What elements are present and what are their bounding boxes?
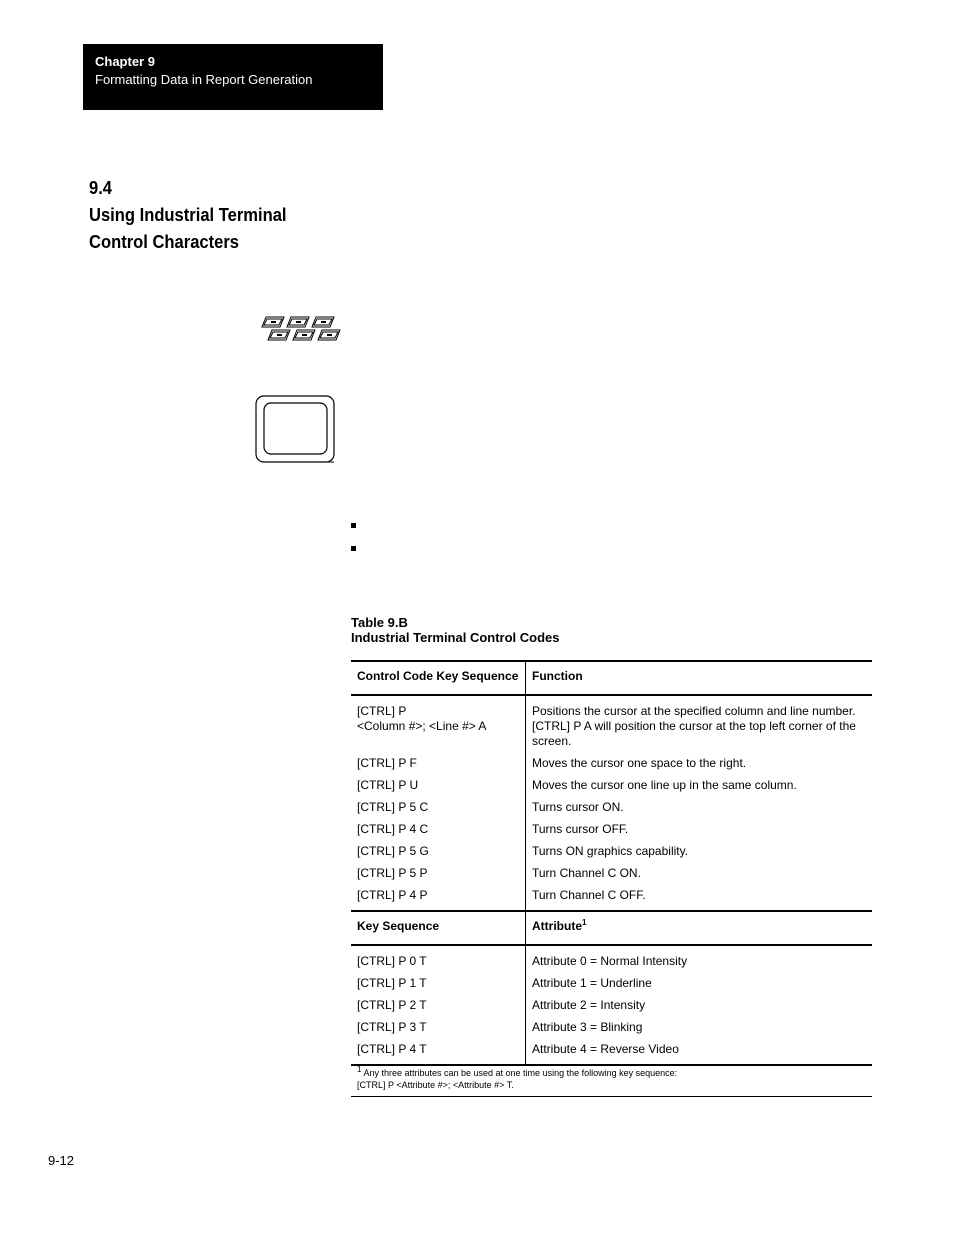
attribute-cell: Attribute 3 = Blinking	[532, 1020, 643, 1034]
monitor-icon	[254, 395, 336, 465]
table-caption	[351, 615, 560, 645]
function-cell: Turn Channel C OFF.	[532, 888, 646, 902]
key-sequence-cell: [CTRL] P 4 T	[351, 1039, 526, 1065]
table-row	[351, 885, 872, 911]
chapter-subtitle: Formatting Data in Report Generation	[95, 72, 313, 87]
table-label: Table 9.B	[351, 615, 408, 630]
page-number: 9-12	[48, 1153, 75, 1168]
key-sequence-cell: [CTRL] P 5 G	[351, 841, 526, 863]
table-row	[351, 753, 872, 775]
key-sequence-cell: [CTRL] P U	[351, 775, 526, 797]
column-header-function: Function	[526, 661, 873, 695]
table-row	[351, 841, 872, 863]
attribute-cell: Attribute 0 = Normal Intensity	[532, 954, 688, 968]
function-cell: Turns cursor ON.	[532, 800, 624, 814]
table-row	[351, 863, 872, 885]
table-row	[351, 819, 872, 841]
key-sequence-cell: [CTRL] P 5 C	[351, 797, 526, 819]
table-row	[351, 797, 872, 819]
table-subheader-row	[351, 911, 872, 945]
key-sequence-cell: [CTRL] P 2 T	[351, 995, 526, 1017]
bullet-icon	[351, 546, 356, 551]
table-title: Industrial Terminal Control Codes	[351, 630, 560, 645]
chapter-header	[83, 44, 383, 110]
table-footnote	[351, 1065, 872, 1097]
key-sequence-cell: [CTRL] P 4 C	[351, 819, 526, 841]
attribute-cell: Attribute 2 = Intensity	[532, 998, 646, 1012]
key-sequence-cell: [CTRL] P 3 T	[351, 1017, 526, 1039]
keyboard-keys-icon	[258, 313, 342, 345]
function-cell: Turns ON graphics capability.	[532, 844, 689, 858]
table-row	[351, 945, 872, 973]
key-sequence-cell: [CTRL] P 0 T	[351, 945, 526, 973]
table-row	[351, 973, 872, 995]
section-title-line-1: Using Industrial Terminal	[89, 205, 287, 225]
bullet-icon	[351, 523, 356, 528]
table-row	[351, 775, 872, 797]
key-sequence-cell: [CTRL] P 4 P	[351, 885, 526, 911]
table-row	[351, 695, 872, 753]
table-row	[351, 1017, 872, 1039]
table-row	[351, 1039, 872, 1065]
column-header-key-sequence: Control Code Key Sequence	[351, 661, 526, 695]
control-codes-table	[351, 660, 872, 1097]
footnote-line-2: [CTRL] P <Attribute #>; <Attribute #> T.	[357, 1080, 514, 1090]
function-cell: Turns cursor OFF.	[532, 822, 629, 836]
key-sequence-cell: [CTRL] P 5 P	[351, 863, 526, 885]
column-header-key-sequence-2: Key Sequence	[351, 911, 526, 945]
chapter-label: Chapter 9	[95, 54, 155, 69]
section-heading	[89, 175, 328, 256]
footnote-line-1: Any three attributes can be used at one time using the following key sequence:	[361, 1068, 678, 1078]
footnote-mark: 1	[357, 1065, 362, 1074]
attribute-header-label: Attribute	[532, 919, 582, 933]
key-sequence-cell: [CTRL] P F	[351, 753, 526, 775]
table-row	[351, 995, 872, 1017]
key-sequence-cell: [CTRL] P 1 T	[351, 973, 526, 995]
table-footnote-row	[351, 1065, 872, 1097]
function-cell: Turn Channel C ON.	[532, 866, 641, 880]
key-sequence-cell: [CTRL] P <Column #>; <Line #> A	[351, 695, 526, 753]
attribute-cell: Attribute 4 = Reverse Video	[532, 1042, 679, 1056]
section-number: 9.4	[89, 178, 113, 198]
footnote-reference: 1	[582, 918, 587, 927]
function-cell: Positions the cursor at the specified column and line number. [CTRL] P A will position the cursor at the top left corner of the screen.	[532, 704, 856, 748]
section-title-line-2: Control Characters	[89, 232, 240, 252]
function-cell: Moves the cursor one space to the right.	[532, 756, 747, 770]
column-header-attribute	[526, 911, 873, 945]
attribute-cell: Attribute 1 = Underline	[532, 976, 652, 990]
table-header-row	[351, 661, 872, 695]
function-cell: Moves the cursor one line up in the same column.	[532, 778, 797, 792]
